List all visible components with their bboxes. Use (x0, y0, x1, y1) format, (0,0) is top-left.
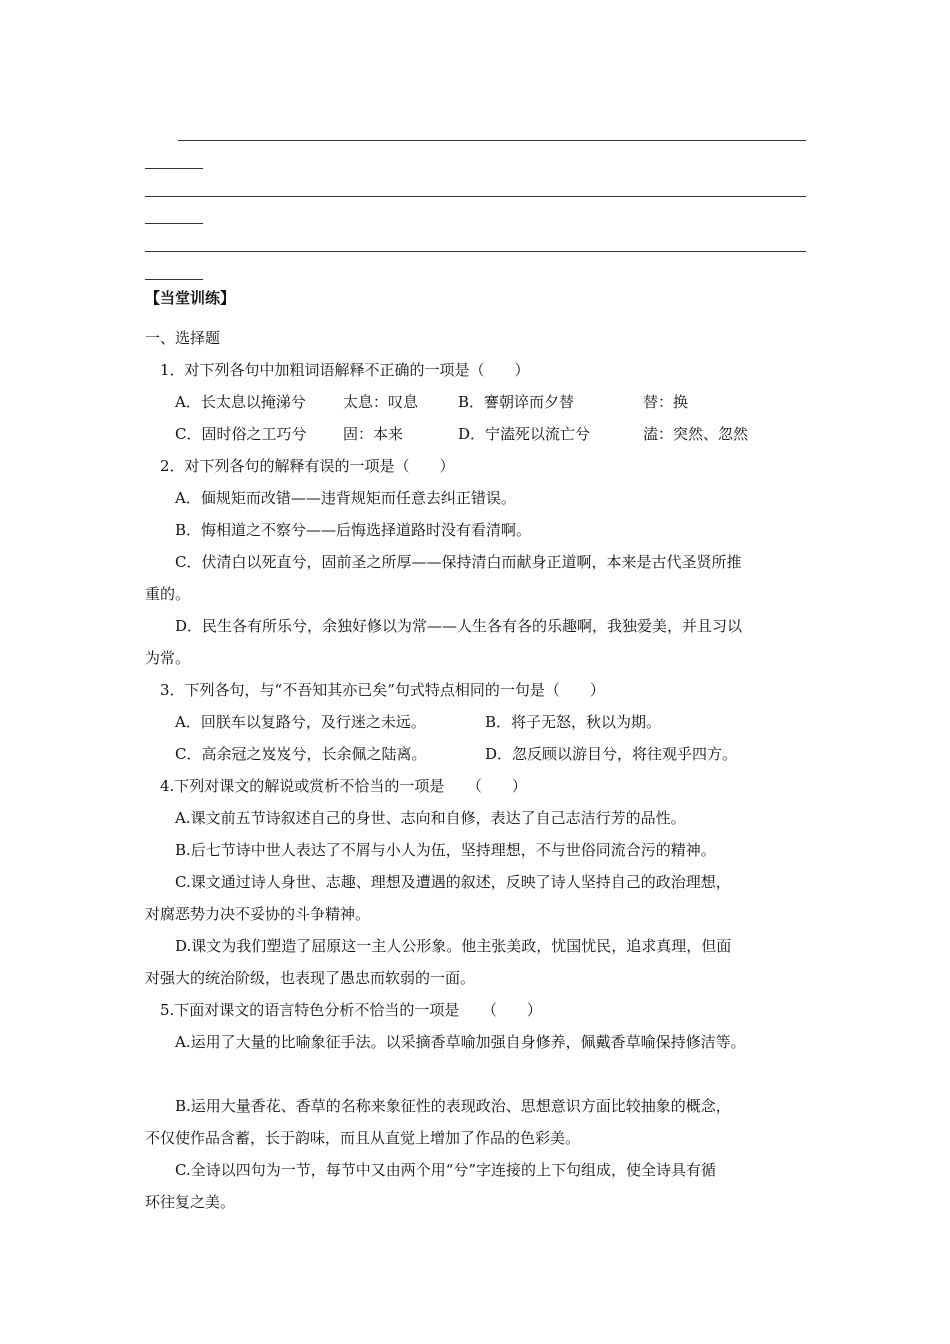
option-c: C．固时俗之工巧兮 (175, 425, 307, 443)
question-5-line-3: 不仅使作品含蓄，长于韵味，而且从直觉上增加了作品的色彩美。 (145, 1129, 581, 1147)
question-1-row-2 (175, 424, 840, 444)
option-d: D．忽反顾以游目兮，将往观乎四方。 (485, 745, 738, 763)
option-c-gloss: 固：本来 (343, 425, 404, 443)
question-1-stem: 1．对下列各句中加粗词语解释不正确的一项是（ ） (160, 361, 530, 379)
answer-line-1 (178, 140, 806, 141)
option-a-gloss: 太息：叹息 (343, 393, 419, 411)
question-2-line-4: 重的。 (145, 585, 191, 603)
question-1-row-1 (175, 392, 840, 412)
option-d: D．宁溘死以流亡兮 (458, 425, 591, 443)
question-4-line-5: D.课文为我们塑造了屈原这一主人公形象。他主张美政，忧国忧民，追求真理，但面 (175, 937, 732, 955)
question-5-line-4: C.全诗以四句为一节，每节中又由两个用“兮”字连接的上下句组成，使全诗具有循 (175, 1161, 717, 1179)
answer-line-3 (145, 251, 806, 252)
question-2-line-2: B．悔相道之不察兮——后悔选择道路时没有看清啊。 (175, 521, 532, 539)
question-2-line-6: 为常。 (145, 649, 191, 667)
question-4-line-2: B.后七节诗中世人表达了不屑与小人为伍，坚持理想，不与世俗同流合污的精神。 (175, 841, 716, 859)
option-c: C．高余冠之岌岌兮，长余佩之陆离。 (175, 745, 427, 763)
option-b: B．謇朝谇而夕替 (458, 393, 575, 411)
question-4-line-1: A.课文前五节诗叙述自己的身世、志向和自修，表达了自己志洁行芳的品性。 (175, 809, 686, 827)
question-2-line-5: D．民生各有所乐兮，余独好修以为常——人生各有各的乐趣啊，我独爱美，并且习以 (175, 617, 743, 635)
answer-line-1-tail (145, 168, 203, 169)
option-d-gloss: 溘：突然、忽然 (643, 425, 749, 443)
question-5-line-5: 环往复之美。 (145, 1193, 236, 1211)
answer-line-2 (145, 196, 806, 197)
answer-line-2-tail (145, 223, 203, 224)
option-b-gloss: 替：换 (643, 393, 689, 411)
question-2-line-1: A．偭规矩而改错——违背规矩而任意去纠正错误。 (175, 489, 516, 507)
question-4-line-3: C.课文通过诗人身世、志趣、理想及遭遇的叙述，反映了诗人坚持自己的政治理想， (175, 873, 731, 891)
question-4-line-4: 对腐恶势力决不妥协的斗争精神。 (145, 905, 371, 923)
question-5-stem: 5.下面对课文的语言特色分析不恰当的一项是 （ ） (160, 1001, 542, 1019)
question-2-stem: 2．对下列各句的解释有误的一项是（ ） (160, 457, 455, 475)
question-3-row-1 (175, 712, 840, 732)
section-title: 【当堂训练】 (145, 289, 236, 307)
option-b: B．将子无怒，秋以为期。 (485, 713, 662, 731)
question-4-line-6: 对强大的统治阶级，也表现了愚忠而软弱的一面。 (145, 969, 476, 987)
option-a: A．回朕车以复路兮，及行迷之未远。 (175, 713, 426, 731)
question-3-stem: 3．下列各句，与“不吾知其亦已矣”句式特点相同的一句是（ ） (160, 681, 605, 699)
question-5-line-1: A.运用了大量的比喻象征手法。以采摘香草喻加强自身修养，佩戴香草喻保持修洁等。 (175, 1033, 746, 1051)
option-a: A．长太息以掩涕兮 (175, 393, 306, 411)
question-2-line-3: C．伏清白以死直兮，固前圣之所厚——保持清白而献身正道啊，本来是古代圣贤所推 (175, 553, 742, 571)
question-3-row-2 (175, 744, 840, 764)
question-4-stem: 4.下列对课文的解说或赏析不恰当的一项是 （ ） (160, 777, 527, 795)
question-5-line-2: B.运用大量香花、香草的名称来象征性的表现政治、思想意识方面比较抽象的概念， (175, 1097, 731, 1115)
section-heading: 一、选择题 (145, 329, 221, 347)
answer-line-3-tail (145, 279, 203, 280)
